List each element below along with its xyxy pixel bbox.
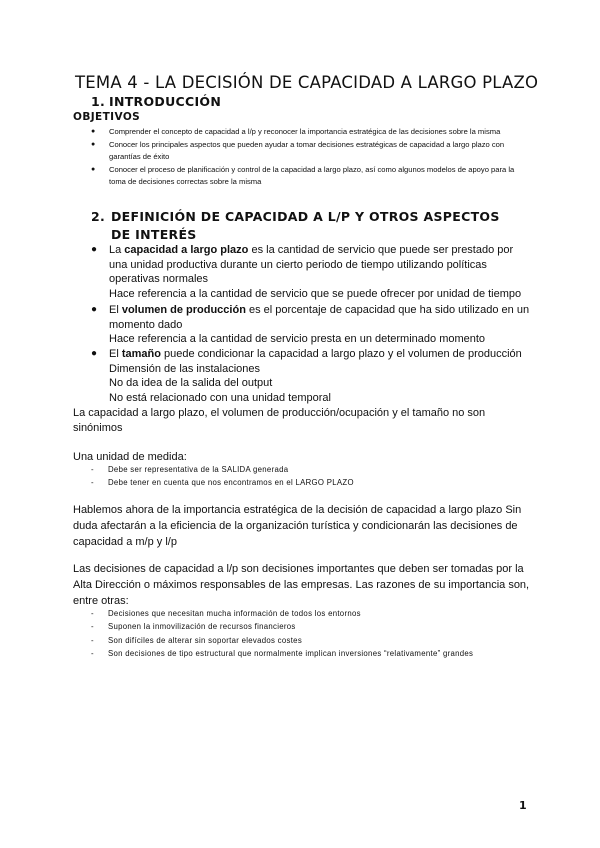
list-item: - Decisiones que necesitan mucha información de todos los entornos bbox=[91, 609, 361, 618]
bullet-icon: ● bbox=[91, 244, 98, 255]
section-2-text: DEFINICIÓN DE CAPACIDAD A L/P Y OTROS ASPECTOS DE INTERÉS bbox=[111, 209, 500, 242]
objective-item: ● Conocer el proceso de planificación y control de la capacidad a largo plazo, así como algunos modelos de apoyo para la toma de decisiones correctas sobre la misma bbox=[91, 165, 515, 186]
page-title: TEMA 4 - LA DECISIÓN DE CAPACIDAD A LARGO PLAZO bbox=[75, 73, 539, 92]
unit-list bbox=[91, 463, 511, 490]
term-size: tamaño bbox=[121, 348, 161, 360]
list-item: - Debe ser representativa de la SALIDA generada bbox=[91, 465, 289, 474]
paragraph-importance: Hablemos ahora de la importancia estratégica de la decisión de capacidad a largo plazo Sin duda afectarán a la eficiencia de la organización turística y condicionarán las decisiones de capacidad a m/p y l/p bbox=[73, 504, 522, 548]
bullet-icon: ● bbox=[91, 166, 96, 173]
objective-item: ● Conocer los principales aspectos que pueden ayudar a tomar decisiones estratégicas de capacidad a largo plazo con garantías de éxito bbox=[91, 140, 505, 161]
section-1-heading bbox=[91, 94, 221, 109]
bullet-note: Hace referencia a la cantidad de servicio que se puede ofrecer por unidad de tiempo bbox=[109, 287, 522, 300]
bullet-note: Hace referencia a la cantidad de servicio presta en un determinado momento bbox=[109, 333, 486, 346]
list-item: - Son decisiones de tipo estructural que normalmente implican inversiones “relativamente” grandes bbox=[91, 648, 474, 658]
bullet-note: No está relacionado con una unidad temporal bbox=[109, 391, 331, 404]
definition-bullet-volume: ● El volumen de producción es el porcentaje de capacidad que ha sido utilizado en un momento dado Hace referencia a la cantidad de servicio presta en un determinado momento bbox=[91, 304, 530, 346]
section-2-heading bbox=[91, 208, 511, 244]
paragraph-synonyms: La capacidad a largo plazo, el volumen de producción/ocupación y el tamaño no son sinónimos bbox=[73, 407, 486, 434]
objectives-label: OBJETIVOS bbox=[73, 111, 141, 123]
list-item: - Son difíciles de alterar sin soportar elevados costes bbox=[91, 635, 303, 645]
unit-intro: Una unidad de medida: bbox=[73, 451, 187, 463]
section-2-number: 2. bbox=[91, 209, 106, 224]
objective-item: ● Comprender el concepto de capacidad a l/p y reconocer la importancia estratégica de las decisiones sobre la misma bbox=[91, 127, 501, 136]
definition-bullet-capacity: ● La capacidad a largo plazo es la cantidad de servicio que puede ser prestado por una unidad productiva durante un cierto periodo de tiempo utilizando políticas operativas normales Hace referencia a la cantidad de servicio que se puede ofrecer por unidad de tiempo bbox=[91, 243, 531, 301]
bullet-note: Dimensión de las instalaciones bbox=[109, 362, 261, 375]
bullet-icon: ● bbox=[91, 304, 98, 315]
definition-bullet-size: ● El tamaño puede condicionar la capacidad a largo plazo y el volumen de producción Dimensión de las instalaciones No da idea de la salida del output No está relacionado con una unidad temporal bbox=[91, 347, 531, 405]
term-volume: volumen de producción bbox=[121, 304, 246, 316]
reasons-list bbox=[91, 607, 511, 660]
objectives-list bbox=[91, 126, 521, 189]
paragraph-decisions: Las decisiones de capacidad a l/p son decisiones importantes que deben ser tomadas por la Alta Dirección o máximos responsables de las empresas. Las razones de su importancia son, entre otras: bbox=[73, 563, 530, 607]
bullet-icon: ● bbox=[91, 348, 98, 359]
bullet-icon: ● bbox=[91, 128, 96, 135]
section-1-text: INTRODUCCIÓN bbox=[109, 94, 222, 109]
term-capacity: capacidad a largo plazo bbox=[124, 244, 249, 256]
bullet-icon: ● bbox=[91, 141, 96, 148]
list-item: - Debe tener en cuenta que nos encontramos en el LARGO PLAZO bbox=[91, 478, 354, 488]
section-1-number: 1. bbox=[91, 94, 106, 109]
list-item: - Suponen la inmovilización de recursos financieros bbox=[91, 622, 296, 632]
bullet-note: No da idea de la salida del output bbox=[109, 377, 273, 390]
page-number: 1 bbox=[519, 799, 527, 812]
